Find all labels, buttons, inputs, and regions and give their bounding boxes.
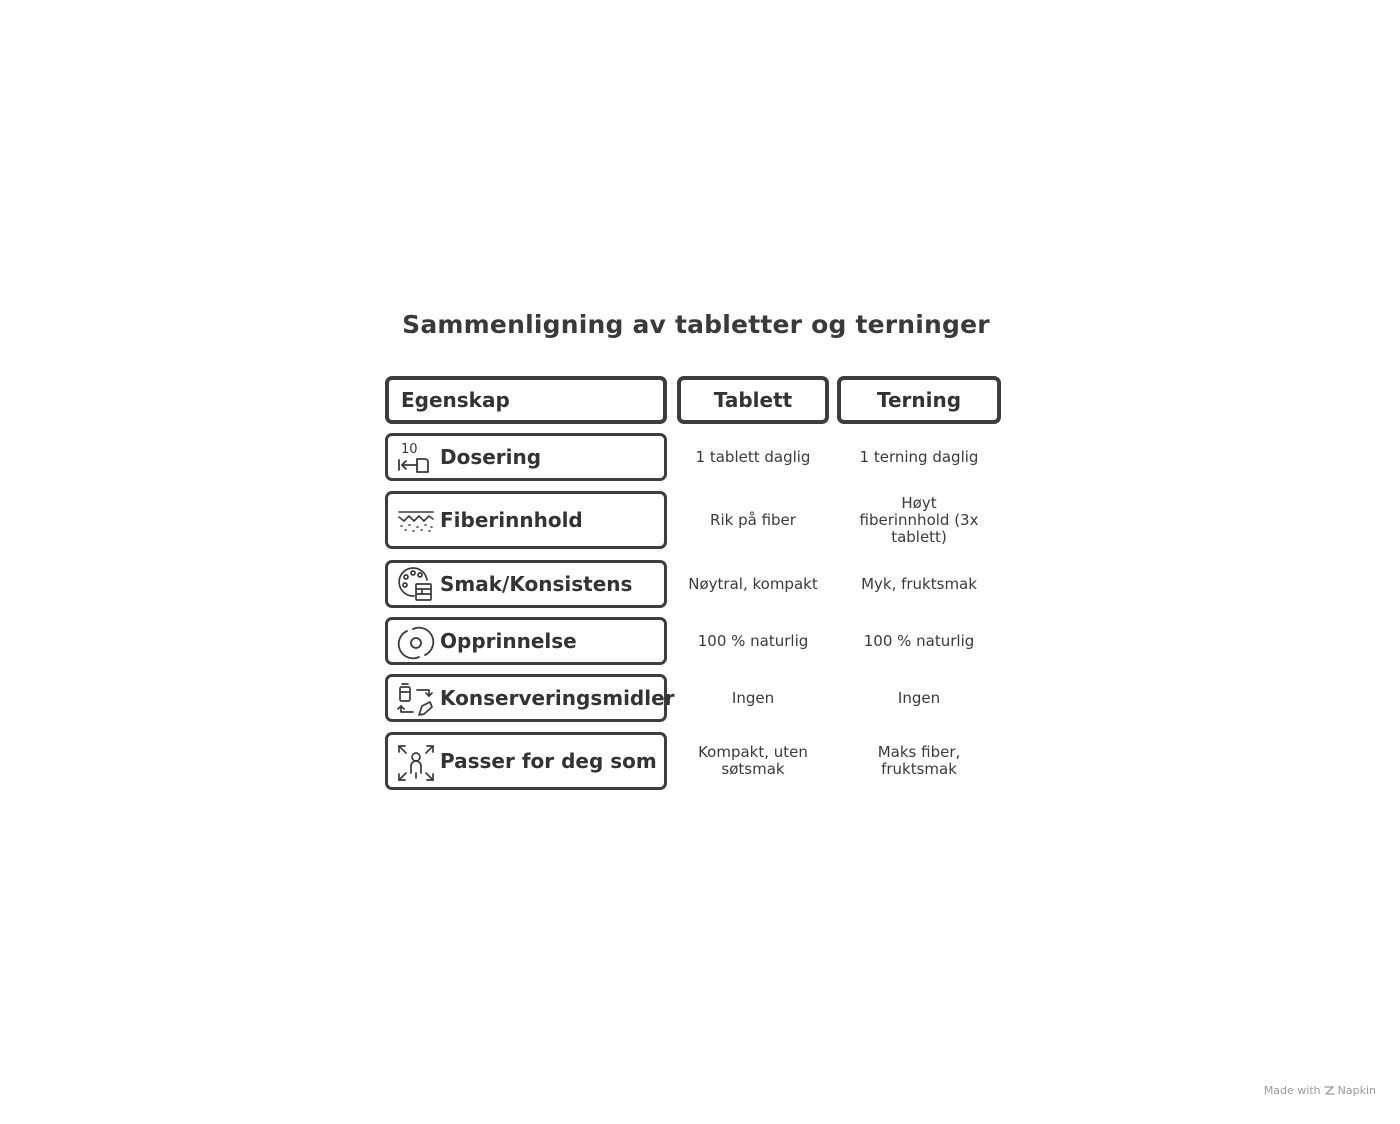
person-fit-icon: [397, 744, 435, 782]
cell-tablet-smak: Nøytral, kompakt: [688, 574, 818, 593]
fiber-texture-icon: [397, 502, 435, 540]
header-cube-label: Terning: [876, 388, 962, 412]
dosage-icon: [397, 438, 435, 476]
row-label-konserveringsmidler: [385, 674, 675, 722]
cell-cube-smak: Myk, fruktsmak: [861, 574, 977, 593]
row-label-dosering: [385, 433, 667, 481]
cell-cube-konserveringsmidler: Ingen: [897, 688, 941, 707]
row-label-smak: [385, 560, 667, 608]
napkin-brand-text: Napkin: [1337, 1084, 1376, 1097]
row-label-text: Dosering: [440, 445, 542, 469]
row-label-text: Smak/Konsistens: [440, 572, 633, 596]
cell-cube-passer: Maks fiber, fruktsmak: [877, 743, 961, 778]
row-label-passer: [385, 732, 667, 790]
header-property-label: Egenskap: [401, 388, 510, 412]
cell-cube-opprinnelse: 100 % naturlig: [863, 631, 975, 650]
row-label-text: Fiberinnhold: [440, 508, 583, 532]
origin-cycle-icon: [397, 624, 435, 662]
row-label-text: Konserveringsmidler: [440, 686, 675, 710]
made-with-text: Made with: [1263, 1084, 1321, 1097]
preservative-exchange-icon: [397, 681, 435, 719]
cell-cube-fiberinnhold: Høyt fiberinnhold (3x tablett): [859, 493, 979, 546]
svg-text:10: 10: [401, 442, 418, 457]
page-title: Sammenligning av tabletter og terninger: [402, 310, 990, 339]
header-property: [385, 376, 667, 424]
row-label-fiberinnhold: [385, 491, 667, 549]
row-label-text: Passer for deg som: [440, 749, 657, 773]
header-tablet-label: Tablett: [713, 388, 793, 412]
cell-tablet-opprinnelse: 100 % naturlig: [697, 631, 809, 650]
cell-cube-dosering: 1 terning daglig: [859, 447, 979, 466]
cell-tablet-fiberinnhold: Rik på fiber: [710, 510, 796, 529]
made-with-napkin: [1264, 1084, 1376, 1097]
row-label-text: Opprinnelse: [440, 629, 577, 653]
cell-tablet-dosering: 1 tablett daglig: [695, 447, 811, 466]
cell-tablet-passer: Kompakt, uten søtsmak: [698, 743, 808, 778]
napkin-logo-icon: [1324, 1085, 1335, 1096]
taste-palette-icon: [397, 566, 435, 604]
header-cube: [837, 376, 1001, 424]
header-tablet: [677, 376, 829, 424]
cell-tablet-konserveringsmidler: Ingen: [731, 688, 775, 707]
row-label-opprinnelse: [385, 617, 667, 665]
